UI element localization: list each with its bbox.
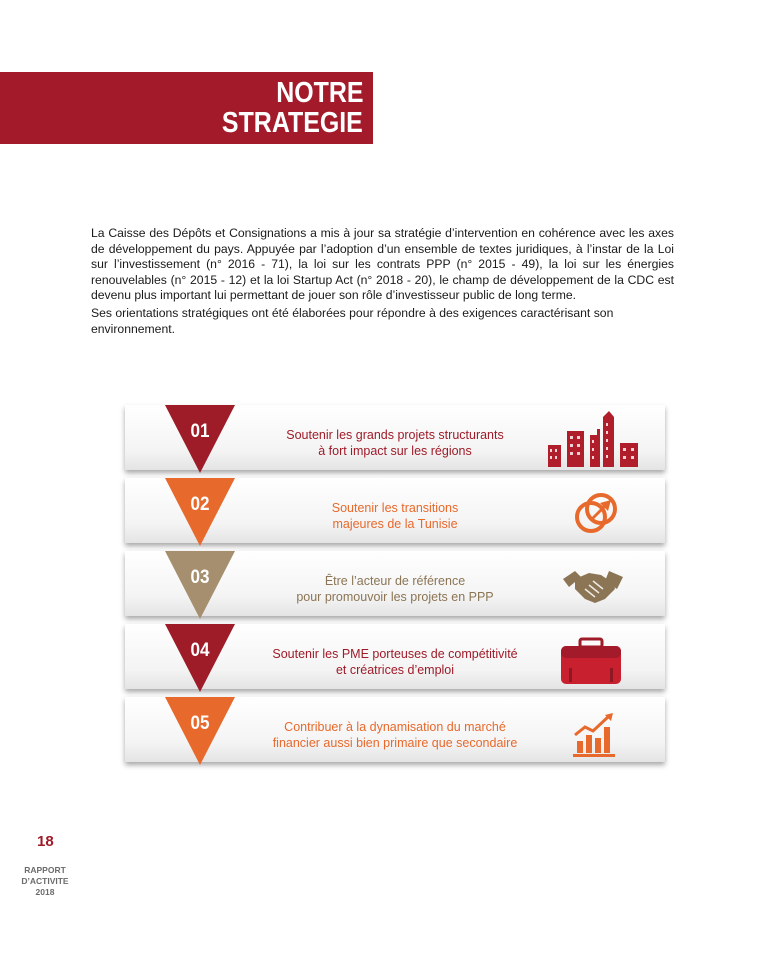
transition-arrow-icon [545,482,645,540]
page-number: 18 [37,833,54,850]
orientation-label-line1: Soutenir les transitions [331,501,459,515]
orientation-row-02 [125,478,665,543]
orientation-label [250,500,540,532]
orientation-label-line2: pour promouvoir les projets en PPP [296,590,494,604]
orientation-label-line2: et créatrices d’emploi [335,663,455,677]
orientation-row-05 [125,697,665,762]
orientation-label-line2: majeures de la Tunisie [332,517,458,531]
orientation-label [250,646,540,678]
orientation-number: 05 [190,713,210,734]
title-banner [0,72,373,144]
growth-chart-icon [545,701,645,759]
orientation-label [250,573,540,605]
footer-line1: RAPPORT [24,865,66,875]
orientation-number: 01 [190,421,210,442]
orientation-label-line1: Soutenir les PME porteuses de compétitivité [272,647,518,661]
orientation-label-line2: à fort impact sur les régions [318,444,472,458]
report-footer [20,865,70,898]
orientation-row-03 [125,551,665,616]
orientation-row-01 [125,405,665,470]
page-title-line2: STRATEGIE [222,107,363,139]
footer-line3: 2018 [35,887,55,897]
orientation-label-line1: Être l’acteur de référence [324,574,466,588]
intro-paragraph: La Caisse des Dépôts et Consignations a mis à jour sa stratégie d’intervention en cohérence avec les axes de développement du pays. Appuyée par l’adoption d’un ensemble de textes juridiques, à l’instar de la Loi sur l’investissement (n° 2016 - 71), la loi sur les contrats PPP (n° 2015 - 49), la loi sur les énergies renouvelables (n° 2015 - 12) et la loi Startup Act (n° 2018 - 20), le champ de développement de la CDC est devenu plus important lui permettant de jouer son rôle d’investisseur public de long terme. [91,226,674,302]
orientation-label [250,719,540,751]
orientation-label-line2: financier aussi bien primaire que secondaire [272,736,518,750]
handshake-icon [545,555,645,613]
orientation-label-line1: Contribuer à la dynamisation du marché [284,720,506,734]
orientation-number: 03 [190,567,210,588]
footer-line2: D’ACTIVITE [21,876,69,886]
orientation-number: 04 [190,640,210,661]
page-title-line1: NOTRE [275,77,363,109]
orientation-label [250,427,540,459]
orientations-list [125,405,665,775]
orientation-label-line1: Soutenir les grands projets structurants [286,428,504,442]
intro-paragraph-2: Ses orientations stratégiques ont été élaborées pour répondre à des exigences caractérisant son environnement. [91,306,614,336]
briefcase-icon [545,628,645,686]
buildings-icon [545,409,645,467]
orientation-number: 02 [190,494,210,515]
orientation-row-04 [125,624,665,689]
